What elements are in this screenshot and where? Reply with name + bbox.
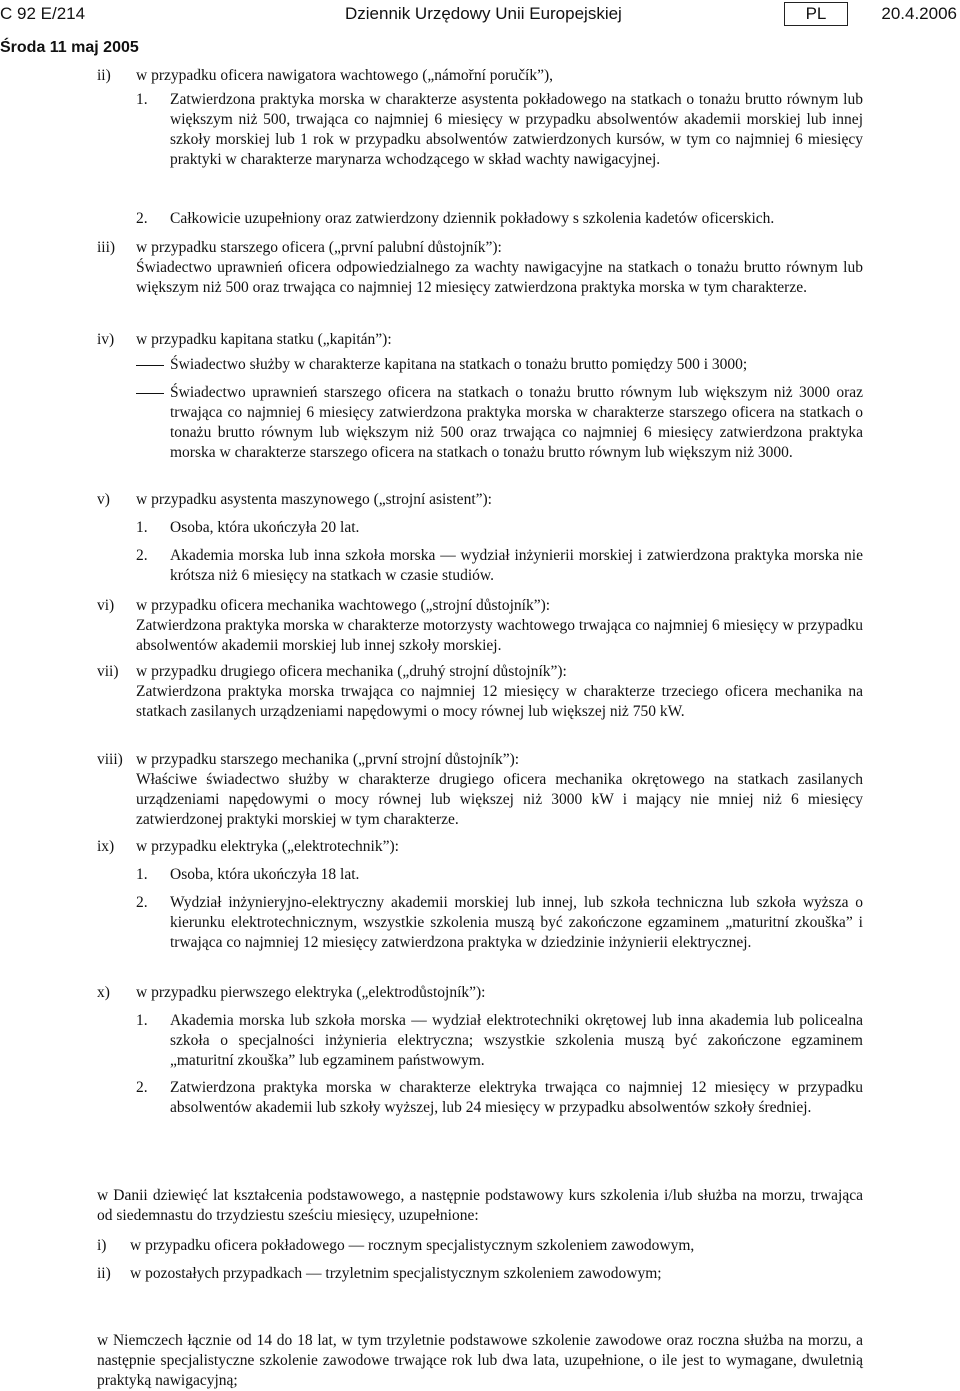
journal-reference: C 92 E/214 [0,4,86,23]
session-date: Środa 11 maj 2005 [0,39,139,56]
sub-number: 1. [136,91,148,108]
item-label: ix) [97,838,115,855]
item-label: ii) [97,67,111,84]
item-title: w przypadku drugiego oficera mechanika („druhý strojní důstojník”): [136,663,567,680]
item-body: Zatwierdzona praktyka morska w charakterze motorzysty wachtowego trwająca co najmniej 6 miesięcy w przypadku absolwentów akademii morskiej lub innej szkoły morskiej. [136,617,863,654]
list-label: ii) [97,1265,111,1282]
list-label: i) [97,1237,107,1254]
sub-number: 2. [136,210,148,227]
item-label: vii) [97,663,119,680]
item-label: viii) [97,751,123,768]
sub-text: Akademia morska lub szkoła morska — wydział elektrotechniki okrętowej lub inna akademia lub policealna szkoła o specjalności inżynieria elektryczna; wszystkie szkolenia muszą być zakończone egzaminem „maturitní zkouška” lub egzaminem państwowym. [170,1012,863,1069]
sub-number: 2. [136,894,148,911]
sub-text: Wydział inżynieryjno-elektryczny akademii morskiej lub innej, lub szkoła techniczna lub szkoła wyższa o kierunku elektrotechnicznym, wszystkie szkolenia muszą być zakończone egzaminem „maturitní zkouška” i trwająca co najmniej 12 miesięcy zatwierdzona praktyka w dziedzinie inżynierii elektrycznej. [170,894,863,951]
journal-title: Dziennik Urzędowy Unii Europejskiej [345,4,622,23]
item-title: w przypadku starszego oficera („první palubní důstojník”): [136,239,502,256]
list-text: w pozostałych przypadkach — trzyletnim specjalistycznym szkoleniem zawodowym; [130,1265,662,1282]
item-title: w przypadku pierwszego elektryka („elektrodůstojník”): [136,984,486,1001]
sub-number: 1. [136,866,148,883]
sub-text: Zatwierdzona praktyka morska w charakterze elektryka trwająca co najmniej 12 miesięcy w przypadku absolwentów akademii lub szkoły wyższej, lub 24 miesięcy w przypadku absolwentów szkoły średniej. [170,1079,863,1116]
sub-text: Całkowicie uzupełniony oraz zatwierdzony dziennik pokładowy s szkolenia kadetów oficerskich. [170,210,775,227]
item-label: iv) [97,331,115,348]
item-title: w przypadku starszego mechanika („první strojní důstojník”): [136,751,520,768]
item-title: w przypadku elektryka („elektrotechnik”): [136,838,399,855]
em-dash [136,365,164,366]
sub-number: 2. [136,1079,148,1096]
item-title: w przypadku asystenta maszynowego („strojní asistent”): [136,491,492,508]
item-label: iii) [97,239,116,256]
item-label: vi) [97,597,115,614]
journal-date: 20.4.2006 [881,4,957,23]
item-label: v) [97,491,110,508]
sub-number: 1. [136,1012,148,1029]
sub-text: Zatwierdzona praktyka morska w charakterze asystenta pokładowego na statkach o tonażu brutto równym lub większym niż 500, trwająca co najmniej 6 miesięcy w przypadku absolwentów akademii morskiej lub innej szkoły morskiej lub 1 rok w przypadku absolwentów zatwierdzonych kursów, w tym co najmniej 6 miesięcy praktyki w charakterze marynarza wchodzącego w skład wachty nawigacyjnej. [170,91,863,168]
sub-text: Osoba, która ukończyła 18 lat. [170,866,360,883]
journal-header [0,2,960,28]
sub-number: 2. [136,547,148,564]
dash-item-text: Świadectwo służby w charakterze kapitana na statkach o tonażu brutto pomiędzy 500 i 3000; [170,356,748,373]
item-body: Właściwe świadectwo służby w charakterze drugiego oficera mechanika okrętowego na statkach zasilanych urządzeniami napędowymi o mocy równej lub większej niż 3000 kW i mający nie mniej niż 6 miesięcy zatwierdzonej praktyki morskiej w tym charakterze. [136,771,863,828]
list-text: w przypadku oficera pokładowego — rocznym specjalistycznym szkoleniem zawodowym, [130,1237,695,1254]
sub-text: Akademia morska lub inna szkoła morska — wydział inżynierii morskiej i zatwierdzona praktyka morska nie krótsza niż 6 miesięcy na statkach w czasie studiów. [170,547,863,584]
sub-text: Osoba, która ukończyła 20 lat. [170,519,360,536]
item-title: w przypadku oficera mechanika wachtowego („strojní důstojník”): [136,597,551,614]
germany-paragraph: w Niemczech łącznie od 14 do 18 lat, w tym trzyletnie podstawowe szkolenie zawodowe oraz roczna służba na morzu, a następnie specjalistyczne szkolenie zawodowe trwające rok lub dwa lata, uzupełnione, o ile jest to wymagane, dwuletnią praktyką nawigacyjną; [97,1332,863,1389]
sub-number: 1. [136,519,148,536]
em-dash [136,393,164,394]
item-body: Świadectwo uprawnień oficera odpowiedzialnego za wachty nawigacyjne na statkach o tonażu brutto równym lub większym niż 500 oraz trwająca co najmniej 12 miesięcy zatwierdzona praktyka morska w tym charakterze. [136,259,863,296]
language-badge: PL [784,2,848,26]
item-body: Zatwierdzona praktyka morska trwająca co najmniej 12 miesięcy w charakterze trzeciego oficera mechanika na statkach zasilanych urządzeniami napędowymi o mocy równej lub większej niż 750 kW. [136,683,863,720]
item-title: w przypadku oficera nawigatora wachtowego („námořní poručík”), [136,67,554,84]
dash-item-text: Świadectwo uprawnień starszego oficera na statkach o tonażu brutto równym lub większym niż 3000 oraz trwająca co najmniej 6 miesięcy zatwierdzona praktyka morska w charakterze starszego oficera na statkach o tonażu brutto równym lub większym niż 500 oraz trwająca co najmniej 6 miesięcy zatwierdzona praktyka morska w charakterze starszego oficera na statkach o tonażu brutto równym lub większym niż 3000. [170,384,863,461]
item-label: x) [97,984,110,1001]
denmark-paragraph: w Danii dziewięć lat kształcenia podstawowego, a następnie podstawowy kurs szkolenia i/lub służba na morzu, trwająca od siedemnastu do trzydziestu sześciu miesięcy, uzupełnione: [97,1187,863,1224]
item-title: w przypadku kapitana statku („kapitán”): [136,331,392,348]
